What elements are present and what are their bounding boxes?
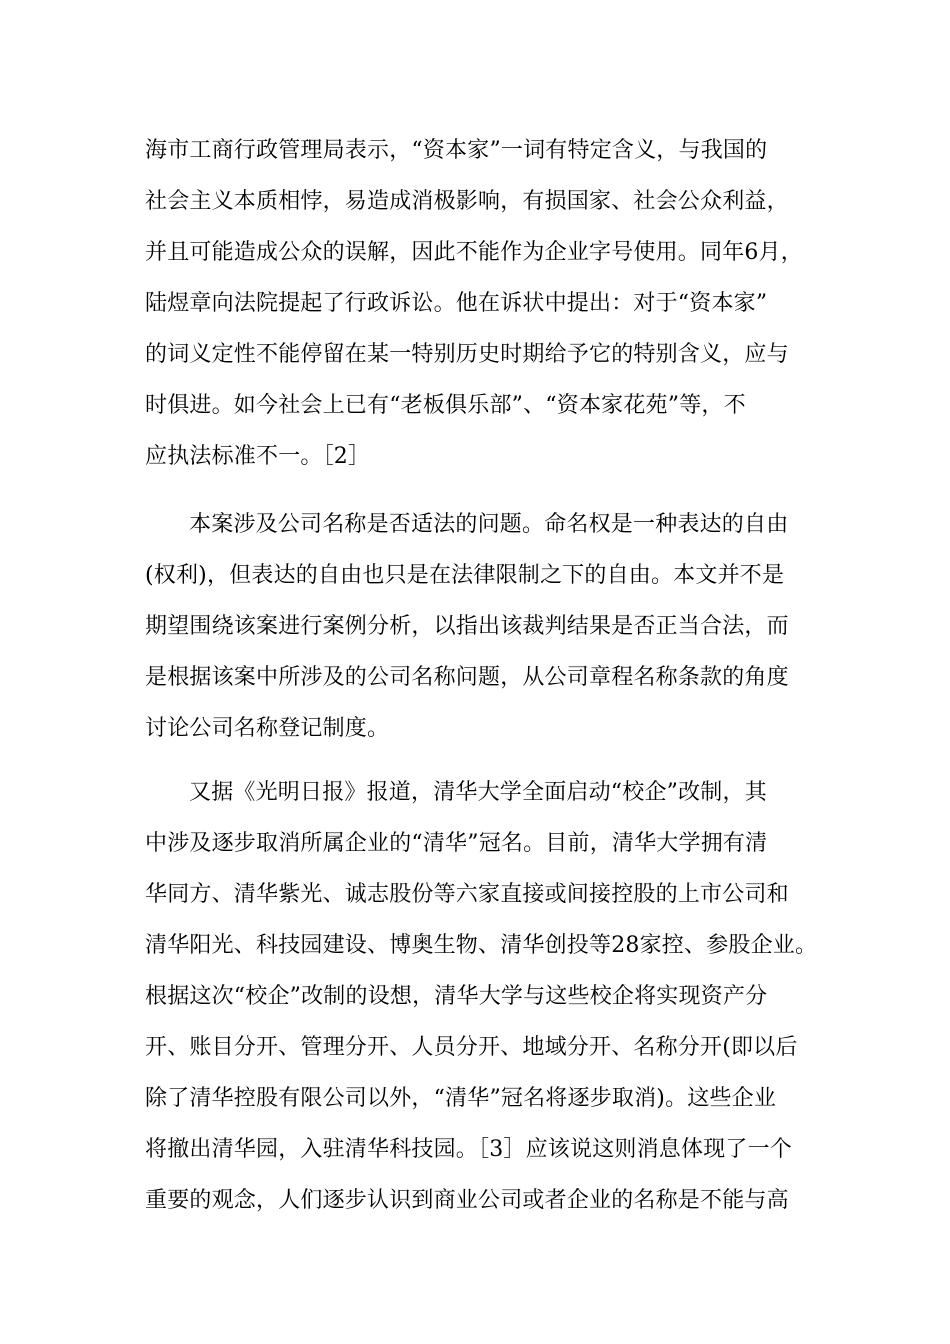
text-line: 清华阳光、科技园建设、博奥生物、清华创投等28家控、参股企业。 bbox=[145, 933, 818, 958]
text-line: 又据《光明日报》报道，清华大学全面启动“校企”改制，其 bbox=[189, 780, 767, 805]
text-line: 华同方、清华紫光、诚志股份等六家直接或间接控股的上市公司和 bbox=[145, 882, 789, 907]
text-line: 除了清华控股有限公司以外，“清华”冠名将逐步取消)。这些企业 bbox=[145, 1086, 777, 1111]
text-line: 社会主义本质相悖，易造成消极影响，有损国家、社会公众利益， bbox=[145, 189, 789, 214]
text-line: 根据这次“校企”改制的设想，清华大学与这些校企将实现资产分 bbox=[145, 984, 768, 1009]
text-line: 本案涉及公司名称是否适法的问题。命名权是一种表达的自由 bbox=[189, 512, 789, 537]
text-line: 时俱进。如今社会上已有“老板俱乐部”、“资本家花苑”等，不 bbox=[145, 393, 746, 418]
paragraph-3 bbox=[145, 767, 845, 1226]
text-line: (权利)，但表达的自由也只是在法律限制之下的自由。本文并不是 bbox=[145, 563, 785, 588]
text-line: 重要的观念，人们逐步认识到商业公司或者企业的名称是不能与高 bbox=[145, 1188, 789, 1213]
text-line: 将撤出清华园，入驻清华科技园。［3］应该说这则消息体现了一个 bbox=[145, 1137, 792, 1162]
text-line: 开、账目分开、管理分开、人员分开、地域分开、名称分开(即以后 bbox=[145, 1035, 798, 1060]
text-line: 的词义定性不能停留在某一特别历史时期给予它的特别含义，应与 bbox=[145, 342, 789, 367]
text-line: 陆煜章向法院提起了行政诉讼。他在诉状中提出：对于“资本家” bbox=[145, 291, 768, 316]
text-line: 期望围绕该案进行案例分析，以指出该裁判结果是否正当合法，而 bbox=[145, 614, 789, 639]
text-line: 中涉及逐步取消所属企业的“清华”冠名。目前，清华大学拥有清 bbox=[145, 831, 768, 856]
paragraph-2 bbox=[145, 499, 845, 754]
text-line: 是根据该案中所涉及的公司名称问题，从公司章程名称条款的角度 bbox=[145, 665, 789, 690]
paragraph-1 bbox=[145, 125, 845, 482]
text-line: 海市工商行政管理局表示，“资本家”一词有特定含义，与我国的 bbox=[145, 138, 768, 163]
text-line: 讨论公司名称登记制度。 bbox=[145, 716, 390, 741]
text-line: 应执法标准不一。［2］ bbox=[145, 444, 371, 469]
text-line: 并且可能造成公众的误解，因此不能作为企业字号使用。同年6月， bbox=[145, 240, 803, 265]
